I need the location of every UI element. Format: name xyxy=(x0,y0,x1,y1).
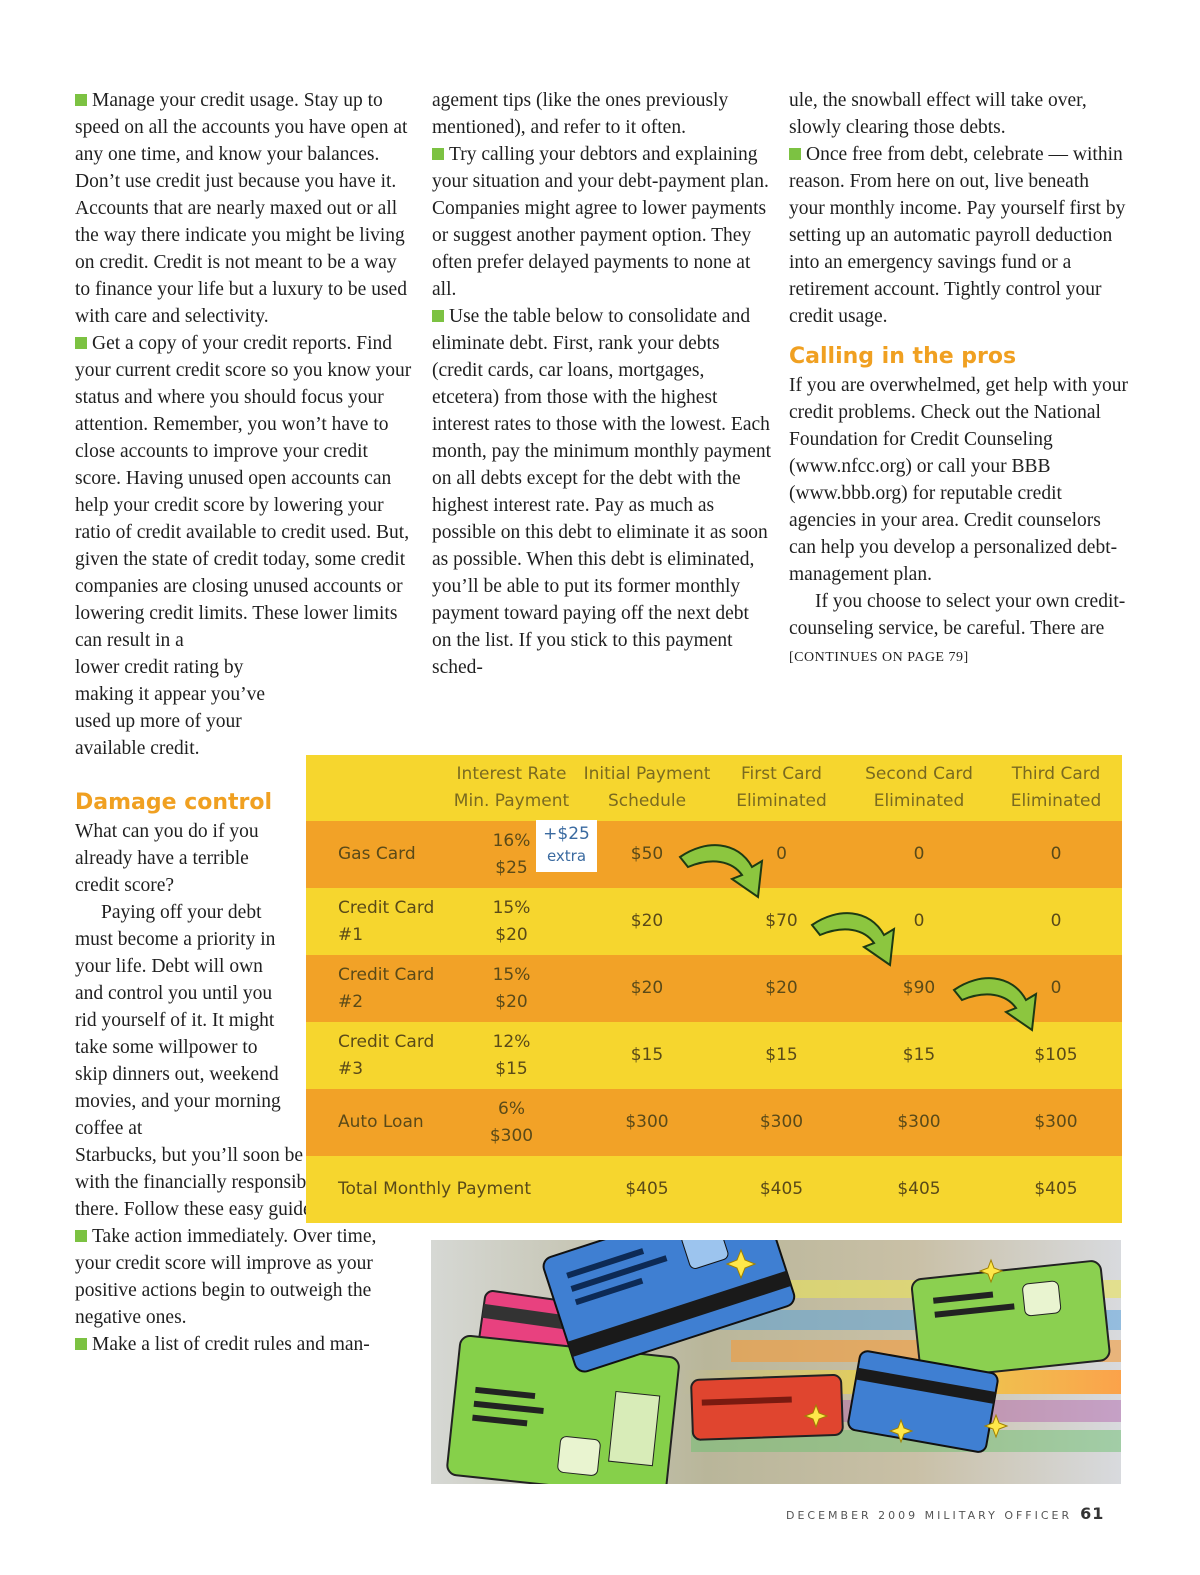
bullet-icon xyxy=(789,148,801,160)
paragraph: Try calling your debtors and explaining your situation and your debt-payment plan. Companies might agree to lower payments or suggest another payment option. They often prefer delayed payments to none at all. xyxy=(432,144,769,300)
paragraph: Get a copy of your credit reports. Find your current credit score so you know your status and where you should focus your attention. Remember, you won’t have to close accounts to improve your credit score. Having unused open accounts can help your credit score by lowering your ratio of credit available to credit used. But, given the state of credit today, some credit companies are closing unused accounts or lowering credit limits. These lower limits can result in a xyxy=(75,333,412,651)
paragraph: If you are overwhelmed, get help with your credit problems. Check out the National Foundation for Credit Counseling (www.nfcc.org) or call your BBB (www.bbb.org) for reputable credit agencies in your area. Credit counselors can help you develop a personalized debt-management plan. xyxy=(789,375,1128,585)
paragraph: What can you do if you already have a terrible credit score? xyxy=(75,821,259,896)
paragraph: Paying off your debt must become a priority in your life. Debt will own and control you until you rid yourself of it. It might take some willpower to skip dinners out, weekend movies, and your morning coffee at xyxy=(75,902,281,1139)
extra-payment-badge: +$25 extra xyxy=(536,820,597,872)
paragraph: Manage your credit usage. Stay up to speed on all the accounts you have open at any one time, and know your balances. Don’t use credit just because you have it. Accounts that are nearly maxed out or all the way there indicate you might be living on credit. Credit is not meant to be a way to finance your life but a luxury to be used with care and selectivity. xyxy=(75,90,408,327)
header-rate: Interest Rate Min. Payment xyxy=(453,764,570,811)
flying-credit-cards-illustration xyxy=(431,1240,1121,1484)
arrow-icon xyxy=(950,968,1050,1038)
table-row: Credit Card #1 15% $20 $20 $70 0 0 xyxy=(306,888,1122,955)
rate-cell: 15% $20 xyxy=(492,897,531,945)
bullet-icon xyxy=(432,148,444,160)
continues-note: [CONTINUES ON PAGE 79] xyxy=(789,650,969,665)
column-3 xyxy=(789,87,1129,671)
page-footer xyxy=(786,1504,1104,1523)
section-heading-damage-control: Damage control xyxy=(75,790,273,815)
rate-cell: 15% $20 xyxy=(492,964,531,1012)
table-row: Gas Card 16% $25 $50 0 0 0 xyxy=(306,821,1122,888)
rate-cell: 12% $15 xyxy=(492,1031,531,1079)
table-row: Credit Card #2 15% $20 $20 $20 $90 0 xyxy=(306,955,1122,1022)
header-blank xyxy=(306,755,444,821)
paragraph: If you choose to select your own credit-counseling service, be careful. There are [CONTINUES ON PAGE 79] xyxy=(789,591,1126,665)
paragraph: Starbucks, but you’ll soon be back on track with the financially responsible folks out there. Follow these easy guidelines: xyxy=(75,1145,413,1220)
page-number: 61 xyxy=(1080,1504,1105,1523)
footer-text: DECEMBER 2009 MILITARY OFFICER xyxy=(786,1509,1073,1522)
paragraph: ule, the snowball effect will take over, slowly clearing those debts. xyxy=(789,90,1087,138)
bullet-icon xyxy=(75,1338,87,1350)
arrow-icon xyxy=(808,903,908,973)
column-2 xyxy=(432,87,772,681)
paragraph: Once free from debt, celebrate — within reason. From here on out, live beneath your monthly income. Pay yourself first by setting up an automatic payroll deduction into an emergency savings fund or a retirement account. Tightly control your credit usage. xyxy=(789,144,1126,327)
credit-cards-image xyxy=(431,1240,1121,1484)
paragraph: agement tips (like the ones previously mentioned), and refer to it often. xyxy=(432,90,729,138)
section-heading-calling-in-the-pros: Calling in the pros xyxy=(789,344,1017,369)
header-first: First Card Eliminated xyxy=(736,764,827,811)
paragraph: Take action immediately. Over time, your credit score will improve as your positive actions begin to outweigh the negative ones. xyxy=(75,1226,377,1328)
paragraph: Use the table below to consolidate and eliminate debt. First, rank your debts (credit cards, car loans, mortgages, etcetera) from those with the highest interest rates to those with the lowest. Each month, pay the minimum monthly payment on all debts except for the debt with the highest interest rate. Pay as much as possible on this debt to eliminate it as soon as possible. When this debt is eliminated, you’ll be able to put its former monthly payment toward paying off the next debt on the list. If you stick to this payment sched- xyxy=(432,306,772,678)
header-third: Third Card Eliminated xyxy=(1010,764,1102,811)
rate-cell: 16% $25 xyxy=(492,830,531,878)
header-initial: Initial Payment Schedule xyxy=(583,764,711,811)
bullet-icon xyxy=(75,94,87,106)
header-second: Second Card Eliminated xyxy=(865,764,973,811)
bullet-icon xyxy=(75,337,87,349)
bullet-icon xyxy=(75,1230,87,1242)
table-row: Auto Loan 6% $300 $300 $300 $300 $300 xyxy=(306,1089,1122,1156)
rate-cell: 6% $300 xyxy=(489,1098,534,1146)
table-header-row xyxy=(306,755,1122,821)
table-row: Credit Card #3 12% $15 $15 $15 $15 $105 xyxy=(306,1022,1122,1089)
table-total-row: Total Monthly Payment $405 $405 $405 $405 xyxy=(306,1156,1122,1223)
arrow-icon xyxy=(676,835,776,905)
bullet-icon xyxy=(432,310,444,322)
paragraph: Make a list of credit rules and man- xyxy=(75,1331,415,1358)
paragraph: lower credit rating by making it appear you’ve used up more of your available credit. xyxy=(75,657,266,759)
